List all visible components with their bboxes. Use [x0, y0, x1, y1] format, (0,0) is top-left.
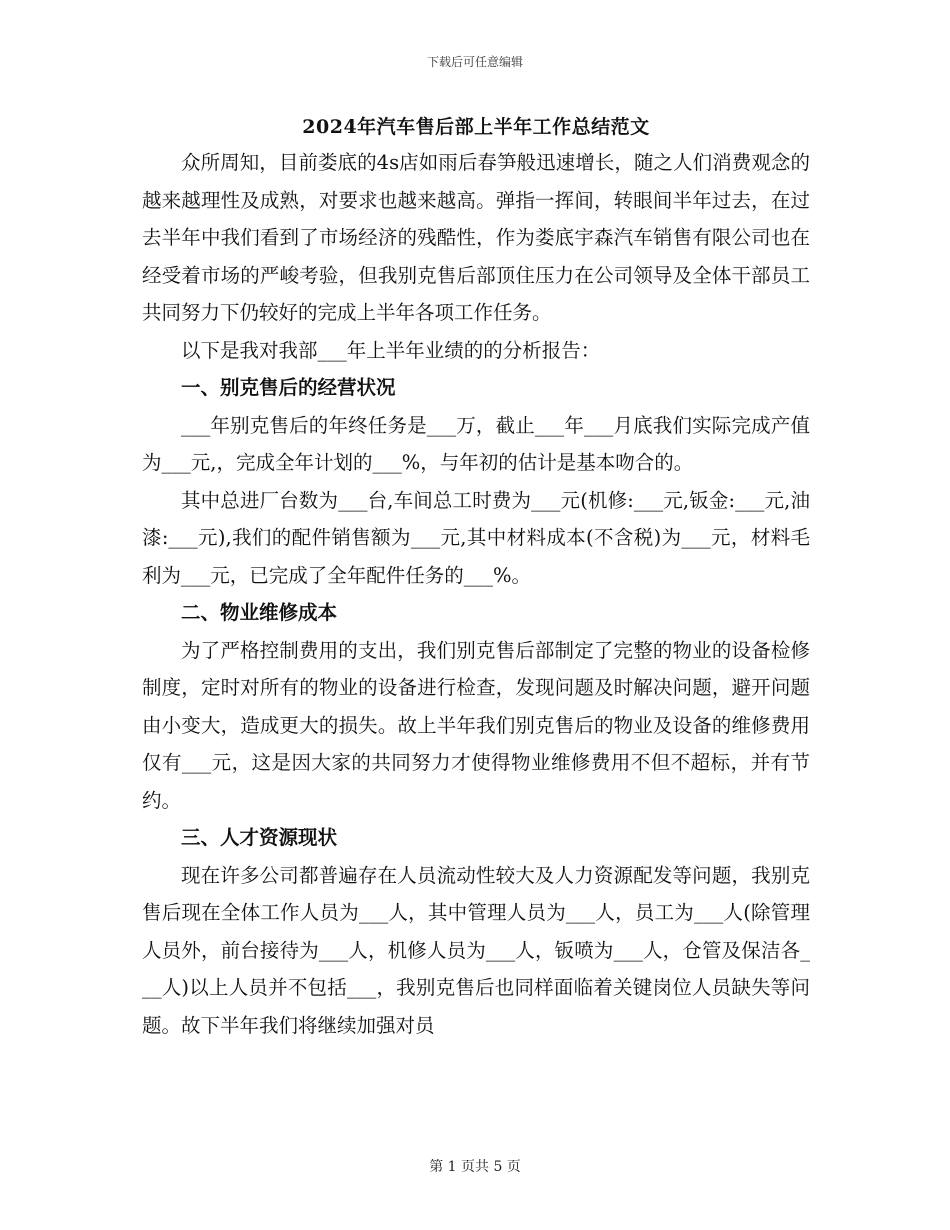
document-body: [142, 112, 810, 1044]
document-title: 2024年汽车售后部上半年工作总结范文: [302, 116, 650, 138]
paragraph: 现在许多公司都普遍存在人员流动性较大及人力资源配发等问题，我别克售后现在全体工作人员为___人，其中管理人员为___人，员工为___人(除管理人员外，前台接待为___人，机修人员为___人，钣喷为___人，仓管及保洁各___人)以上人员并不包括___，我别克售后也同样面临着关键岗位人员缺失等问题。故下半年我们将继续加强对员: [142, 863, 810, 1037]
paragraph: 众所周知，目前娄底的4s店如雨后春笋般迅速增长，随之人们消费观念的越来越理性及成熟，对要求也越来越高。弹指一挥间，转眼间半年过去，在过去半年中我们看到了市场经济的残酷性，作为娄底宇森汽车销售有限公司也在经受着市场的严峻考验，但我别克售后部顶住压力在公司领导及全体干部员工共同努力下仍较好的完成上半年各项工作任务。: [142, 151, 810, 324]
paragraph: 其中总进厂台数为___台,车间总工时费为___元(机修:___元,钣金:___元,油漆:___元),我们的配件销售额为___元,其中材料成本(不含税)为___元，材料毛利为___元，已完成了全年配件任务的___%。: [142, 488, 810, 587]
header-note: 下载后可任意编辑: [426, 55, 523, 69]
section-heading: 二、物业维修成本: [181, 601, 338, 624]
section-heading: 一、别克售后的经营状况: [181, 376, 396, 399]
paragraph: 为了严格控制费用的支出，我们别克售后部制定了完整的物业的设备检修制度，定时对所有的物业的设备进行检查，发现问题及时解决问题，避开问题由小变大，造成更大的损失。故上半年我们别克售后的物业及设备的维修费用仅有___元，这是因大家的共同努力才使得物业维修费用不但不超标，并有节约。: [142, 638, 810, 812]
page-number-footer: 第 1 页共 5 页: [429, 1159, 521, 1175]
section-heading: 三、人才资源现状: [181, 826, 338, 849]
paragraph: 以下是我对我部___年上半年业绩的的分析报告：: [181, 338, 601, 362]
paragraph: ___年别克售后的年终任务是___万，截止___年___月底我们实际完成产值为___元,，完成全年计划的___%，与年初的估计是基本吻合的。: [142, 413, 810, 474]
